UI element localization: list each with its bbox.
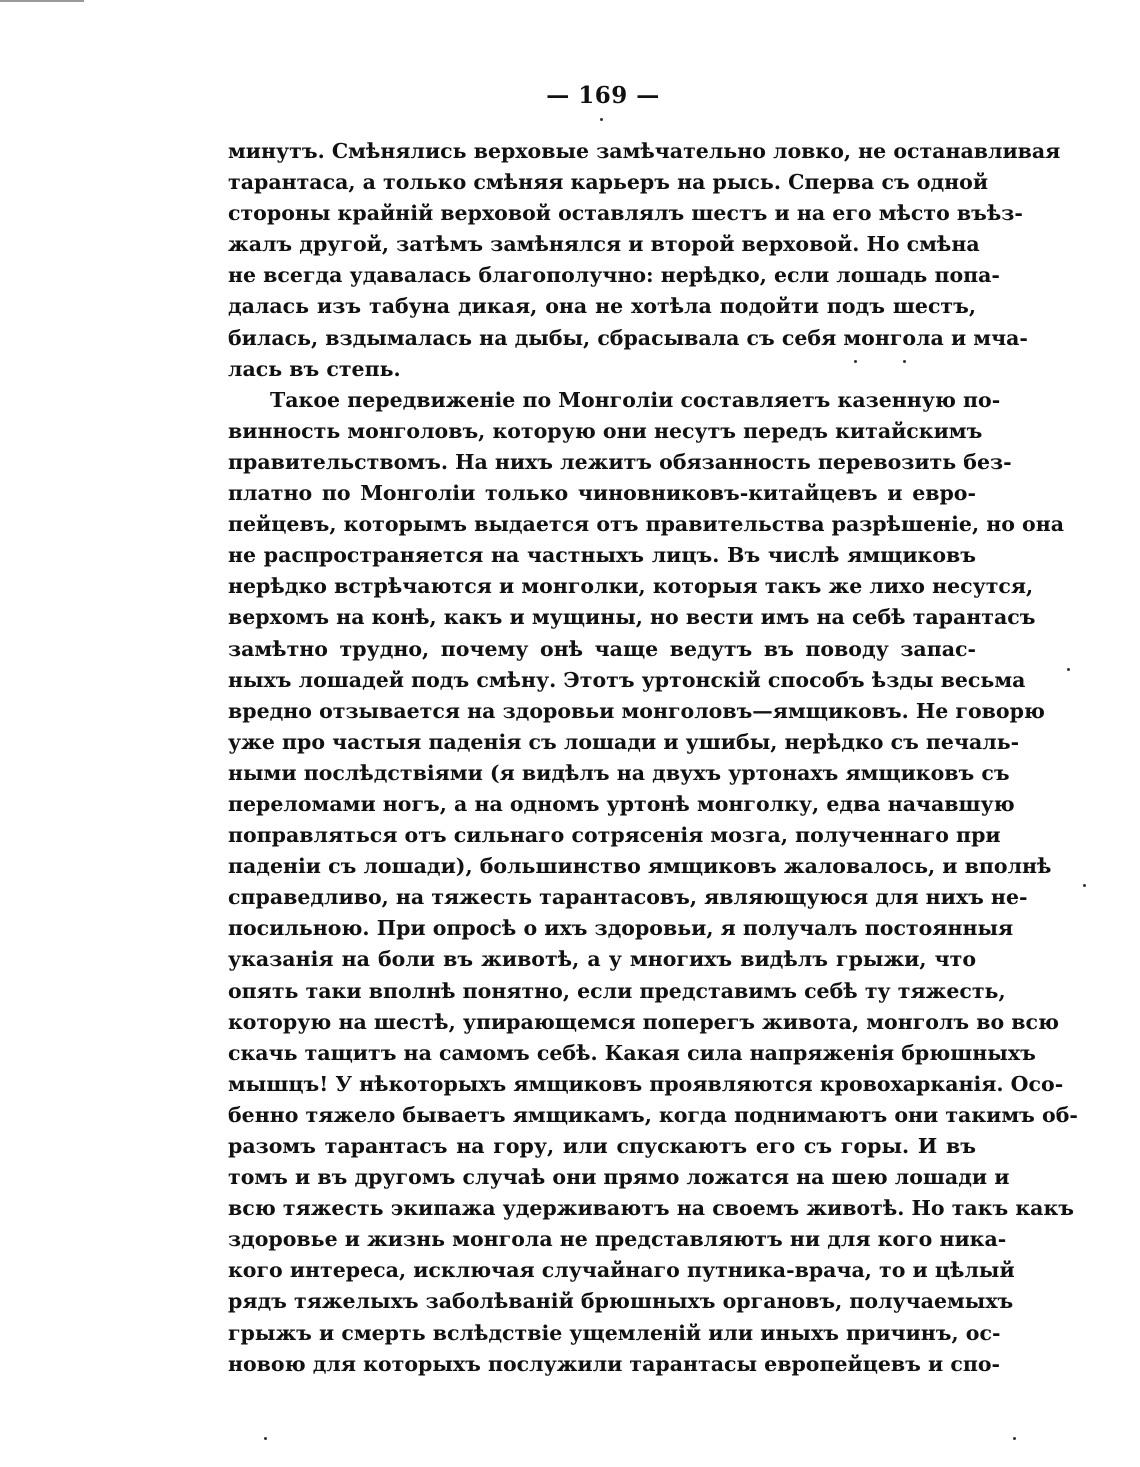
text-line: не всегда удавалась благополучно: нерѣдко, если лошадь попа-: [228, 263, 1000, 288]
text-line: уже про частыя паденія съ лошади и ушибы, нерѣдко съ печаль-: [228, 729, 1020, 754]
text-line: опять таки вполнѣ понятно, если представимъ себѣ ту тяжесть,: [228, 978, 1006, 1003]
text-line: здоровье и жизнь монгола не представляютъ ни для кого ника-: [228, 1227, 1007, 1252]
body-text: [228, 136, 1078, 1380]
text-line: справедливо, на тяжесть тарантасовъ, являющуюся для нихъ не-: [228, 885, 1028, 910]
scan-speck: [854, 360, 857, 363]
text-line: жалъ другой, затѣмъ замѣнялся и второй верховой. Но смѣна: [228, 232, 980, 257]
text-line: верхомъ на конѣ, какъ и мущины, но вести имъ на себѣ тарантасъ: [228, 605, 1036, 630]
text-line: винность монголовъ, которую они несутъ передъ китайскимъ: [228, 418, 983, 443]
text-line: Такое передвиженіе по Монголіи составляетъ казенную по-: [270, 387, 1001, 412]
text-line: рядъ тяжелыхъ заболѣваній брюшныхъ органовъ, получаемыхъ: [228, 1289, 1014, 1314]
text-line: переломами ногъ, а на одномъ уртонѣ монголку, едва начавшую: [228, 791, 1015, 816]
text-line: указанія на боли въ животѣ, а у многихъ видѣлъ грыжи, что: [228, 947, 976, 972]
scan-speck: [600, 118, 603, 121]
text-line: ными послѣдствіями (я видѣлъ на двухъ уртонахъ ямщиковъ съ: [228, 760, 1010, 785]
text-line: минутъ. Смѣнялись верховые замѣчательно ловко, не останавливая: [228, 139, 1061, 163]
text-line: паденіи съ лошади), большинство ямщиковъ жаловалось, и вполнѣ: [228, 854, 1052, 879]
text-line: посильною. При опросѣ о ихъ здоровьи, я получалъ постоянныя: [228, 916, 1014, 941]
text-line: нерѣдко встрѣчаются и монголки, которыя такъ же лихо несутся,: [228, 574, 1034, 599]
text-line: грыжъ и смерть вслѣдствіе ущемленій или иныхъ причинъ, ос-: [228, 1320, 1001, 1345]
text-line: платно по Монголіи только чиновниковъ-китайцевъ и евро-: [228, 481, 976, 506]
scan-speck: [1083, 884, 1086, 887]
scan-speck: [903, 360, 906, 363]
text-line: пейцевъ, которымъ выдается отъ правительства разрѣшеніе, но она: [228, 512, 1065, 537]
paragraph-1: [228, 136, 1061, 385]
text-line: лась въ степь.: [228, 356, 401, 381]
scan-speck: [1013, 1437, 1016, 1440]
text-line: мышцъ! У нѣкоторыхъ ямщиковъ проявляются кровохарканія. Осо-: [228, 1071, 1064, 1096]
scan-edge-rule: [0, 0, 84, 2]
text-line: далась изъ табуна дикая, она не хотѣла подойти подъ шестъ,: [228, 294, 976, 319]
text-line: которую на шестѣ, упирающемся поперегъ живота, монголъ во всю: [228, 1009, 1060, 1034]
text-line: поправляться отъ сильнаго сотрясенія мозга, полученнаго при: [228, 823, 1001, 848]
text-line: вредно отзывается на здоровьи монголовъ—ямщиковъ. Не говорю: [228, 698, 1045, 723]
text-line: кого интереса, исключая случайнаго путника-врача, то и цѣлый: [228, 1258, 1015, 1283]
text-line: билась, вздымалась на дыбы, сбрасывала съ себя монгола и мча-: [228, 325, 1028, 350]
scan-speck: [1067, 668, 1070, 671]
text-line: правительствомъ. На нихъ лежитъ обязанность перевозить без-: [228, 449, 1012, 474]
text-line: не распространяется на частныхъ лицъ. Въ числѣ ямщиковъ: [228, 543, 976, 568]
text-line: ныхъ лошадей подъ смѣну. Этотъ уртонскій способъ ѣзды весьма: [228, 667, 1026, 692]
page-number: — 169 —: [546, 82, 660, 109]
text-line: всю тяжесть экипажа удерживаютъ на своемъ животѣ. Но такъ какъ: [228, 1196, 1074, 1221]
scan-speck: [264, 1437, 267, 1440]
text-line: новою для которыхъ послужили тарантасы европейцевъ и спо-: [228, 1351, 1001, 1376]
text-line: тарантаса, а только смѣняя карьеръ на рысь. Сперва съ одной: [228, 170, 989, 195]
text-line: разомъ тарантасъ на гору, или спускаютъ его съ горы. И въ: [228, 1134, 976, 1158]
text-line: томъ и въ другомъ случаѣ они прямо ложатся на шею лошади и: [228, 1165, 1010, 1190]
text-line: бенно тяжело бываетъ ямщикамъ, когда поднимаютъ они такимъ об-: [228, 1102, 1078, 1127]
text-line: скачь тащитъ на самомъ себѣ. Какая сила напряженія брюшныхъ: [228, 1040, 1036, 1065]
text-line: стороны крайній верховой оставлялъ шестъ и на его мѣсто въѣз-: [228, 201, 1023, 226]
paragraph-2: [228, 385, 1078, 1380]
text-line: замѣтно трудно, почему онѣ чаще ведутъ въ поводу запас-: [228, 636, 976, 661]
